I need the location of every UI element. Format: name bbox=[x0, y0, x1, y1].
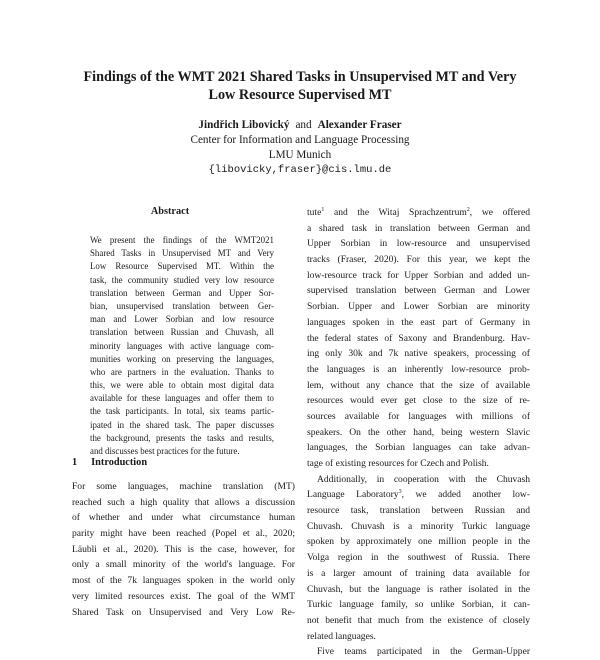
abstract-line: available for these languages and offer them to bbox=[90, 393, 274, 404]
body-line: For some languages, machine translation (MT) bbox=[72, 481, 295, 492]
body-line: tracks (Fraser, 2020). For this year, we kept the bbox=[307, 254, 530, 266]
footnote-mark: 3 bbox=[398, 489, 402, 496]
body-line: only a small minority of the world's language. For bbox=[72, 559, 295, 571]
body-line: Upper Sorbian in low-resource and unsupervised bbox=[307, 238, 530, 250]
author-1: Jindřich Libovický bbox=[198, 119, 290, 131]
section-number: 1 bbox=[72, 457, 78, 468]
body-line: tage of existing resources for Czech and Polish. bbox=[307, 458, 489, 469]
text-fragment: and the Witaj Sprachzentrum bbox=[324, 207, 467, 218]
body-line bbox=[307, 205, 530, 221]
abstract-body bbox=[90, 234, 274, 458]
abstract-line: and discusses best practices for the future. bbox=[90, 446, 240, 456]
abstract-line: munities working on preserving the languages, bbox=[90, 353, 274, 364]
author-conjunction: and bbox=[295, 119, 312, 131]
body-line: Additionally, in cooperation with the Chuvash bbox=[317, 473, 530, 485]
body-line: most of the 7k languages spoken in the world only bbox=[72, 575, 295, 587]
title-line: Low Resource Supervised MT bbox=[208, 87, 392, 103]
body-line: sources available for languages with millions of bbox=[307, 410, 530, 422]
body-line: low-resource track for Upper Sorbian and added un- bbox=[307, 269, 530, 281]
body-line: is a larger amount of training data available for bbox=[307, 567, 530, 579]
body-line: resources would ever get close to the size of re- bbox=[307, 395, 530, 407]
right-column bbox=[307, 205, 530, 660]
body-line: Läubli et al., 2020). This is the case, however, for bbox=[72, 543, 295, 555]
body-line: lem, without any chance that the size of available bbox=[307, 379, 530, 391]
text-fragment: tute bbox=[307, 207, 322, 218]
text-fragment: , we added another low- bbox=[401, 489, 530, 501]
author-block bbox=[60, 118, 540, 178]
body-line: languages, the Sorbian languages can take advan- bbox=[307, 442, 530, 454]
body-line: Shared Task on Unsupervised and Very Low Re- bbox=[72, 606, 295, 618]
abstract-line: this, we were able to obtain most digital data bbox=[90, 380, 274, 391]
abstract-line: Low Resource Supervised MT. Within the bbox=[90, 261, 274, 272]
abstract-line: man and Lower Sorbian and low resource bbox=[90, 314, 274, 325]
abstract-line: We present the findings of the WMT2021 bbox=[90, 235, 274, 245]
abstract-line: ipated in the shared task. The paper discusses bbox=[90, 419, 274, 430]
author-2: Alexander Fraser bbox=[317, 119, 402, 131]
body-line: Turkic language family, so unlike Sorbian, it can- bbox=[307, 599, 530, 611]
body-line: spoken by approximately one million people in the bbox=[307, 536, 530, 548]
abstract-line: task, the community studied very low resource bbox=[90, 274, 274, 285]
body-line: Five teams participated in the German-Upper bbox=[317, 646, 530, 658]
abstract-heading: Abstract bbox=[150, 206, 190, 217]
abstract-line: bian, unsupervised translation between Ger- bbox=[90, 300, 274, 311]
title-line: Findings of the WMT 2021 Shared Tasks in Unsupervised MT and Very bbox=[83, 69, 517, 85]
body-line: Volga region in the southwest of Russia. There bbox=[307, 552, 530, 564]
body-line: related languages. bbox=[307, 630, 376, 642]
body-line: the languages is an inherently low-resource prob- bbox=[307, 363, 530, 375]
affiliation: Center for Information and Language Processing bbox=[190, 134, 410, 146]
author-email: {libovicky,fraser}@cis.lmu.de bbox=[208, 164, 392, 176]
intro-left-column bbox=[72, 479, 295, 620]
body-line: languages spoken in the east part of Germany in bbox=[307, 316, 530, 328]
institution: LMU Munich bbox=[268, 149, 332, 161]
body-line: speakers. On the other hand, being western Slavic bbox=[307, 426, 530, 438]
body-line: of whether and under what circumstance human bbox=[72, 512, 295, 524]
body-line: parity might have been reached (Popel et al., 2020; bbox=[72, 528, 295, 540]
abstract-line: the background, presents the tasks and results, bbox=[90, 432, 274, 443]
body-line: reached such a high quality that allows a discussion bbox=[72, 496, 295, 508]
abstract-line: translation between German and Upper Sor- bbox=[90, 287, 274, 298]
body-line: very limited resources exist. The goal of the WMT bbox=[72, 590, 295, 602]
footnote-mark: 1 bbox=[321, 207, 325, 213]
text-fragment: , we offered bbox=[469, 207, 530, 218]
author-names bbox=[60, 118, 540, 133]
text-fragment: Language Laboratory bbox=[307, 489, 399, 501]
body-line: a shared task in translation between German and bbox=[307, 222, 530, 234]
body-line bbox=[307, 487, 530, 503]
body-line: Sorbian. Upper and Lower Sorbian are minority bbox=[307, 301, 530, 313]
body-line: Chuvash. Chuvash is a minority Turkic language bbox=[307, 520, 530, 532]
footnote-mark: 2 bbox=[466, 207, 470, 213]
section-heading-introduction bbox=[72, 457, 147, 468]
body-line: Chuvash, but the language is rather isolated in the bbox=[307, 583, 530, 595]
body-line: ing only 30k and 7k native speakers, processing of bbox=[307, 348, 530, 360]
abstract-line: the task participants. In total, six teams partic- bbox=[90, 406, 274, 417]
body-line: not benefit that much from the existence of closely bbox=[307, 614, 530, 626]
body-line: the federal states of Saxony and Brandenburg. Hav- bbox=[307, 332, 530, 344]
body-line: supervised translation between German and Lower bbox=[307, 285, 530, 297]
abstract-line: Shared Tasks in Unsupervised MT and Very bbox=[90, 248, 274, 259]
abstract-line: minority languages with active language com- bbox=[90, 340, 274, 351]
paper-title bbox=[60, 68, 540, 104]
abstract-line: who are partners in the evaluation. Thanks to bbox=[90, 366, 274, 377]
section-title: Introduction bbox=[91, 457, 148, 468]
abstract-line: translation between Russian and Chuvash, all bbox=[90, 327, 274, 338]
body-line: resource task, translation between Russian and bbox=[307, 505, 530, 517]
